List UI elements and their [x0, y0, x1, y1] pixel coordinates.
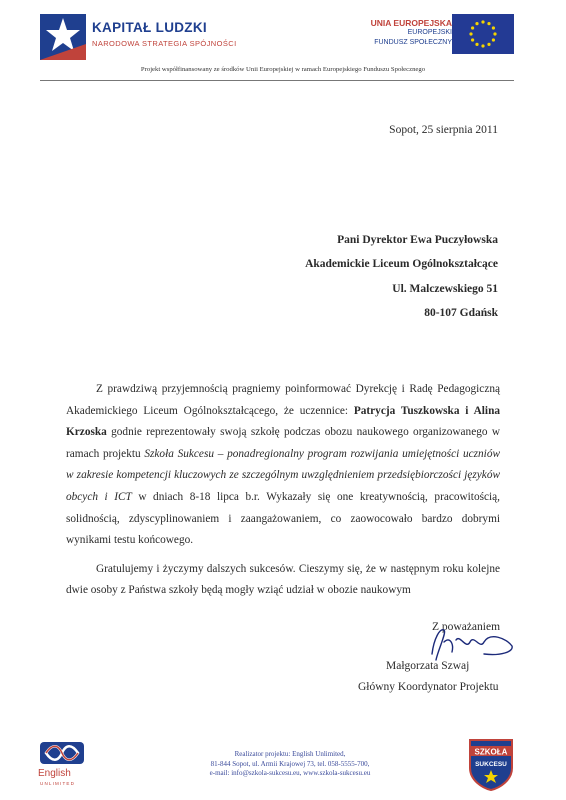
paragraph-1 — [66, 379, 500, 552]
cofinancing-note: Projekt współfinansowany ze środków Unii Europejskiej w ramach Europejskiego Funduszu Społecznego — [140, 66, 426, 73]
recipient-line: Ul. Malczewskiego 51 — [392, 283, 498, 295]
eu-title: UNIA EUROPEJSKA — [370, 18, 452, 28]
footer-line: Realizator projektu: English Unlimited, — [234, 750, 346, 758]
ss-logo-line1: SZKOŁA — [474, 747, 508, 757]
project-name: Szkoła Sukcesu – ponadregionalny program rozwijania umiejętności uczniów w zakresie kompetencji kluczowych ze szczególnym uwzględnieniem przedsiębiorczości języków obcych i ICT — [66, 447, 500, 503]
signer-name: Małgorzata Szwaj — [386, 660, 470, 672]
eu-sub1: EUROPEJSKI — [407, 29, 452, 36]
para1-end: w dniach 8-18 lipca b.r. Wykazały się one kreatywnością, pracowitością, solidnością, zdyscyplinowaniem i zaangażowaniem, co zaowocowało bardzo dobrymi wynikami testu końcowego. — [66, 490, 500, 547]
letter-date: Sopot, 25 sierpnia 2011 — [389, 124, 498, 136]
eu-label — [371, 18, 452, 48]
para1-middle: godnie reprezentowały swoją szkołę podczas obozu naukowego organizowanego w ramach projektu — [66, 426, 500, 460]
recipient-line: 80-107 Gdańsk — [424, 307, 498, 319]
eu-flag-icon — [452, 14, 514, 54]
english-unlimited-wordmark: English — [38, 768, 71, 779]
closing-phrase: Z poważaniem — [432, 621, 501, 633]
letter-body — [66, 379, 500, 602]
szkola-sukcesu-logo-icon — [466, 736, 516, 792]
student-names: Patrycja Tuszkowska i Alina Krzoska — [66, 404, 500, 439]
footer-line: e-mail: info@szkola-sukcesu.eu, www.szkola-sukcesu.eu — [209, 769, 371, 778]
recipient-line: Pani Dyrektor Ewa Puczyłowska — [337, 234, 498, 246]
footer-contact — [150, 750, 430, 779]
footer-line: 81-844 Sopot, ul. Armii Krajowej 73, tel. 058-5555-700, — [210, 759, 370, 768]
ss-logo-line2: SUKCESU — [475, 761, 507, 768]
header-divider — [40, 80, 514, 81]
signer-role: Główny Koordynator Projektu — [358, 681, 499, 693]
english-unlimited-subtext: UNLIMITED — [40, 781, 76, 786]
kl-title: KAPITAŁ LUDZKI — [92, 20, 207, 35]
para1-intro: Z prawdziwą przyjemnością pragniemy poinformować Dyrekcję i Radę Pedagogiczną Akademickiego Liceum Ogólnokształcącego, że uczennice: — [66, 383, 500, 417]
recipient-line: Akademickie Liceum Ogólnokształcące — [305, 258, 498, 270]
english-unlimited-logo-icon — [38, 738, 86, 768]
paragraph-2: Gratulujemy i życzymy dalszych sukcesów. Cieszymy się, że w następnym roku kolejne dwie osoby z Państwa szkoły będą mogły wziąć udział w obozie naukowym — [66, 562, 500, 597]
kapital-ludzki-logo-icon — [40, 14, 86, 60]
kl-subtitle: NARODOWA STRATEGIA SPÓJNOŚCI — [92, 39, 237, 48]
eu-sub2: FUNDUSZ SPOŁECZNY — [374, 39, 452, 46]
